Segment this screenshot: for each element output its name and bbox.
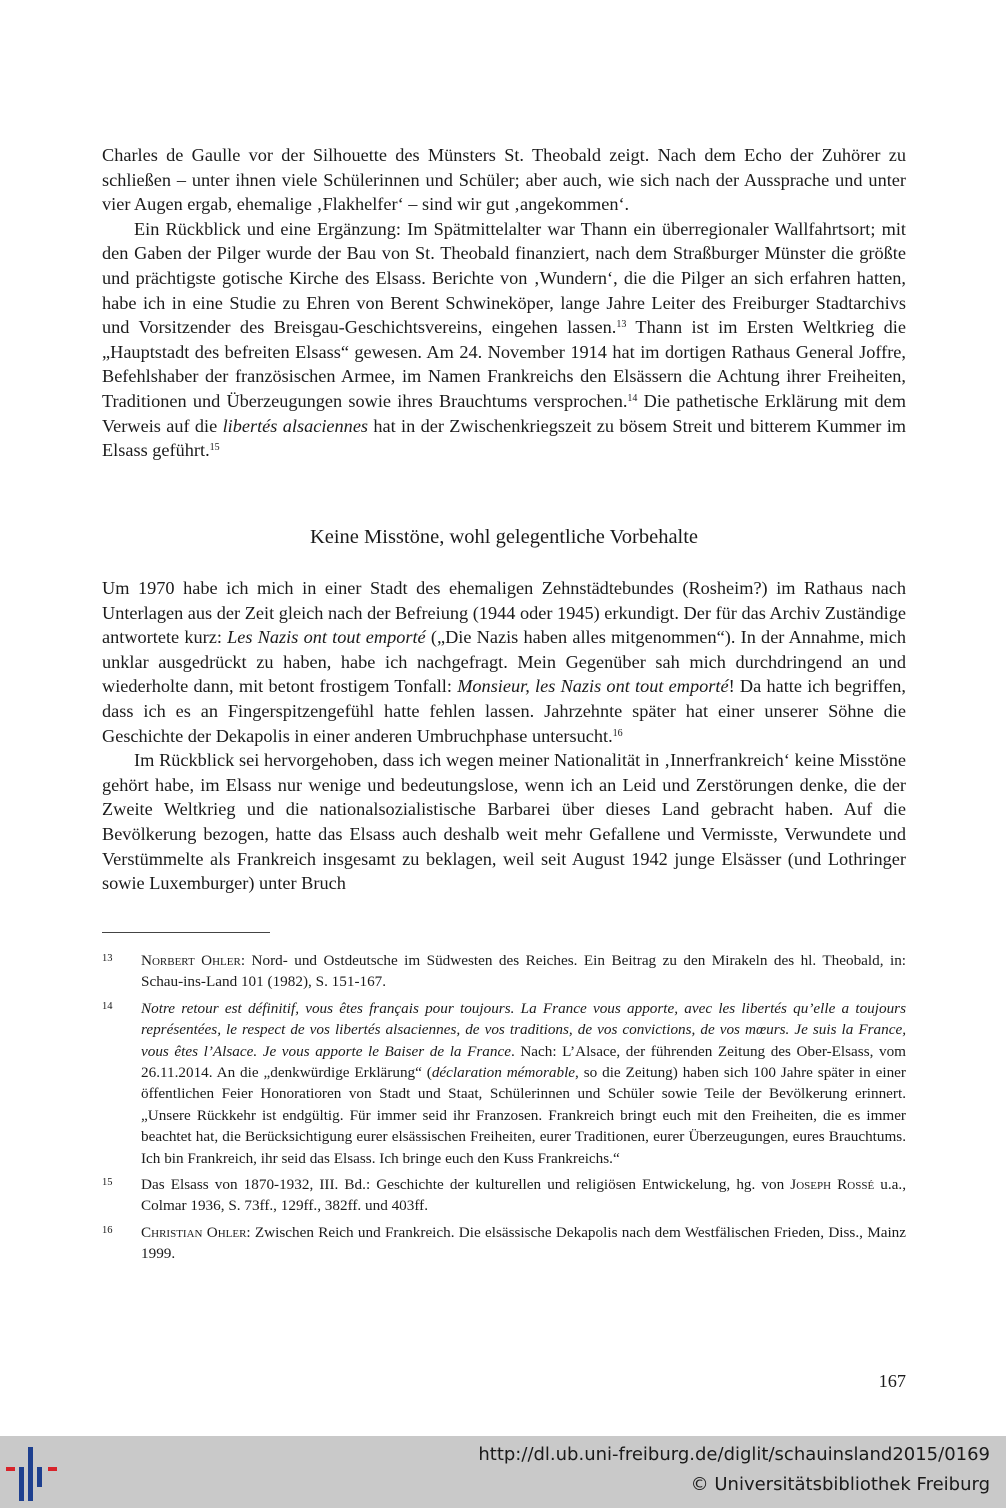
footnote-ref[interactable]: 14	[627, 392, 638, 404]
footnote-ref[interactable]: 16	[612, 727, 623, 739]
footnote-14: 14 Notre retour est définitif, vous êtes français pour toujours. La France vous apporte, avec les libertés qu’elle a toujours représentées, le respect de vos libertés alsaciennes, de vos traditions, de vos convictions, de vos mœurs. Je suis la France, vous êtes l’Alsace. Je vous apporte le Baiser de la France. Nach: L’Alsace, der führenden Zeitung des Ober-Elsass, vom 26.11.2014. An die „denkwürdige Erklärung“ (déclaration mémorable, so die Zeitung) haben sich 100 Jahre später in einer öffentlichen Feier Honoratioren von Stadt und Staat, Schülerinnen und Schüler sowie Teile der Bevölkerung erinnert. „Unsere Rückkehr ist endgültig. Für immer seid ihr Franzosen. Frankreich bringt euch mit den Freiheiten, die es immer beachtet hat, die Berücksichtigung eurer elsässischen Freiheiten, eurer Traditionen, eurer Überzeugungen, eures Brauchtums. Ich bin Frankreich, ihr seid das Elsass. Ich bringe euch den Kuss Frankreichs.“	[102, 998, 906, 1169]
footnote-number: 16	[102, 1224, 113, 1236]
footnote-ref[interactable]: 15	[209, 442, 220, 454]
footnote-number: 15	[102, 1177, 113, 1189]
footnote-13: 13 Norbert Ohler: Nord- und Ostdeutsche im Südwesten des Reiches. Ein Beitrag zu den Mirakeln des hl. Theobald, in: Schau-ins-Land 101 (1982), S. 151-167.	[102, 950, 906, 993]
paragraph: Im Rückblick sei hervorgehoben, dass ich wegen meiner Nationalität in ‚Innerfrankreich‘ keine Misstöne gehört habe, im Elsass nur wenige und bedeutungslose, wenn ich an Leid und Zerstörungen denke, die der Zweite Weltkrieg und die nationalsozialistische Barbarei über dieses Land gebracht haben. Auf die Bevölkerung bezogen, hatte das Elsass auch deshalb weit mehr Gefallene und Vermisste, Verwundete und Verstümmelte als Frankreich insgesamt zu beklagen, weil seit August 1942 junge Elsässer (und Lothringer sowie Luxemburger) unter Bruch	[102, 750, 906, 894]
body-text-bottom	[102, 576, 906, 896]
body-text-top	[102, 143, 906, 463]
footnote-author: Norbert Ohler	[141, 952, 241, 969]
footnote-author: Joseph Rossé	[790, 1176, 875, 1194]
paragraph: Charles de Gaulle vor der Silhouette des Münsters St. Theobald zeigt. Nach dem Echo der Zuhörer zu schließen – unter ihnen viele Schülerinnen und Schüler; aber auch, wie sich nach der Aussprache und unter vier Augen ergab, ehemalige ‚Flakhelfer‘ – sind wir gut ‚angekommen‘.	[102, 145, 906, 215]
footnote-number: 13	[102, 953, 113, 964]
footnote-15: 15 Das Elsass von 1870-1932, III. Bd.: Geschichte der kulturellen und religiösen Entwickelung, hg. von Joseph Rossé u.a., Colmar 1936, S. 73ff., 129ff., 382ff. und 403ff.	[102, 1174, 906, 1217]
section-heading: Keine Misstöne, wohl gelegentliche Vorbehalte	[309, 526, 699, 548]
footnote-ref[interactable]: 13	[616, 319, 627, 331]
page-number: 167	[878, 1371, 906, 1391]
paragraph: Ein Rückblick und eine Ergänzung: Im Spätmittelalter war Thann ein überregionaler Wallfahrtsort; mit den Gaben der Pilger wurde der Bau von St. Theobald finanziert, nach dem Straßburger Münster die größte und prächtigste gotische Kirche des Elsass. Berichte von ‚Wundern‘, die die Pilger an sich erfahren hatten, habe ich in eine Studie zu Ehren von Berent Schwineköper, lange Jahre Leiter des Freiburger Stadtarchivs und Vorsitzender des Breisgau-Geschichtsvereins, eingehen lassen.$^{13}$ Thann ist im Ersten Weltkrieg die „Hauptstadt des befreiten Elsass“ gewesen. Am 24. November 1914 hat im dortigen Rathaus General Joffre, Befehlshaber der französischen Armee, im Namen Frankreichs den Elsässern die Achtung ihrer Freiheiten, Traditionen und Überzeugungen sowie ihres Brauchtums versprochen.$^{14}$ Die pathetische Erklärung mit dem Verweis auf die libertés alsaciennes hat in der Zwischenkriegszeit zu bösem Streit und bitterem Kummer im Elsass geführt.$^{15}$	[102, 218, 906, 461]
footnote-author: Christian Ohler	[141, 1223, 247, 1241]
permalink-url[interactable]: http://dl.ub.uni-freiburg.de/diglit/schauinsland2015/0169	[478, 1444, 990, 1465]
footnotes	[102, 950, 906, 1270]
copyright-notice: © Universitätsbibliothek Freiburg	[690, 1474, 990, 1495]
footnote-number: 14	[102, 1000, 113, 1012]
paragraph: Um 1970 habe ich mich in einer Stadt des ehemaligen Zehnstädtebundes (Rosheim?) im Rathaus nach Unterlagen aus der Zeit gleich nach der Befreiung (1944 oder 1945) erkundigt. Der für das Archiv Zuständige antwortete kurz: Les Nazis ont tout emporté („Die Nazis haben alles mitgenommen“). In der Annahme, mich unklar ausgedrückt zu haben, habe ich nachgefragt. Mein Gegenüber sah mich durchdringend an und wiederholte dann, mit betont frostigem Tonfall: Monsieur, les Nazis ont tout emporté! Da hatte ich begriffen, dass ich es an Fingerspitzengefühl hatte fehlen lassen. Jahrzehnte später hat einer unserer Söhne die Geschichte der Dekapolis in einer anderen Umbruchphase untersucht.$^{16}$	[102, 578, 906, 746]
ub-freiburg-logo-icon	[4, 1441, 64, 1503]
footnote-16: 16 Christian Ohler: Zwischen Reich und Frankreich. Die elsässische Dekapolis nach dem Westfälischen Frieden, Diss., Mainz 1999.	[102, 1222, 906, 1265]
footnote-divider	[102, 932, 270, 933]
